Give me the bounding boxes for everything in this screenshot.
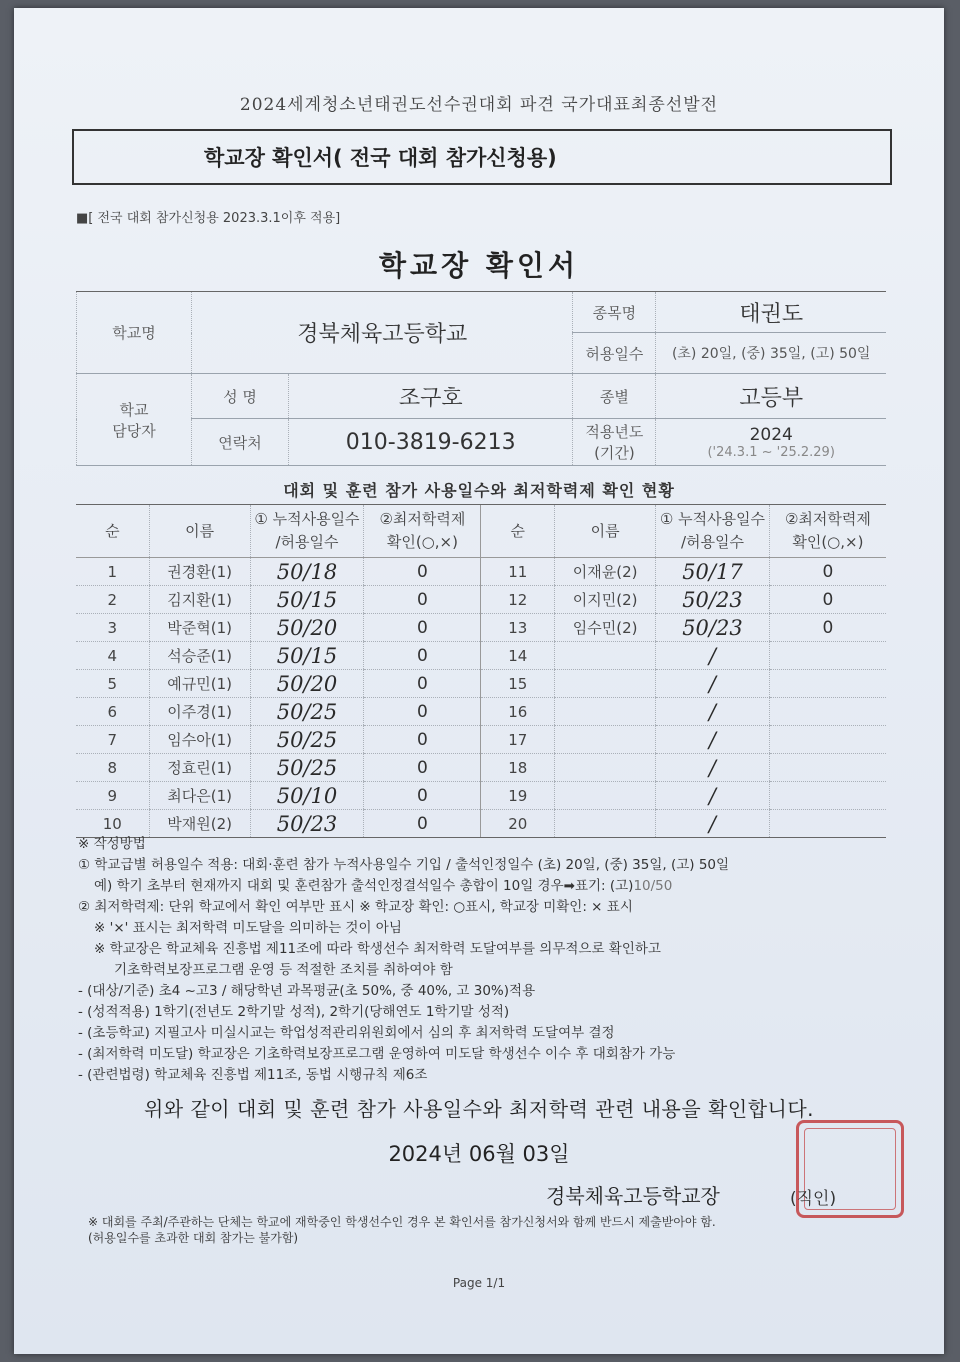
student-name: 김지환(1) <box>149 586 250 614</box>
issue-date: 2024년 06월 03일 <box>388 1142 570 1166</box>
method-detail-3: - (초등학교) 지필고사 미실시교는 학업성적관리위원회에서 심의 후 최저학력 도달여부 결정 <box>78 1025 615 1041</box>
min-academic-check: 0 <box>364 782 481 810</box>
row-number: 15 <box>481 670 555 698</box>
student-name: 이지민(2) <box>555 586 656 614</box>
row-number: 1 <box>76 558 149 586</box>
days-used: / <box>656 726 770 754</box>
method-title: ※ 작성방법 <box>78 836 146 852</box>
header-days-line1: ① 누적사용일수 <box>254 510 360 528</box>
days-used: 50/25 <box>250 726 364 754</box>
header-name: 이름 <box>149 505 250 558</box>
student-name: 박준혁(1) <box>149 614 250 642</box>
min-academic-check: 0 <box>769 586 886 614</box>
min-academic-check <box>769 642 886 670</box>
days-used: / <box>656 642 770 670</box>
min-academic-check: 0 <box>364 726 481 754</box>
school-label: 학교명 <box>77 292 192 374</box>
apply-note: ■[ 전국 대회 참가신청용 2023.3.1이후 적용] <box>76 211 341 226</box>
name-value: 조구호 <box>289 374 573 419</box>
table-row <box>76 586 886 614</box>
year-label-line2: (기간) <box>594 444 635 462</box>
min-academic-check <box>769 670 886 698</box>
student-name <box>555 782 656 810</box>
header-check-right-line2: 확인(○,×) <box>792 533 864 551</box>
staff-label-line2: 담당자 <box>112 421 156 440</box>
days-used: 50/23 <box>656 586 770 614</box>
header-seq: 순 <box>76 505 149 558</box>
info-table <box>76 291 886 466</box>
header-check-line1: ②최저학력제 <box>379 510 466 528</box>
header-check <box>364 505 481 558</box>
header-days-right-line2: /허용일수 <box>680 533 744 551</box>
days-used: / <box>656 810 770 838</box>
min-academic-check: 0 <box>364 642 481 670</box>
sport-value: 태권도 <box>656 292 886 333</box>
min-academic-check <box>769 782 886 810</box>
row-number: 2 <box>76 586 149 614</box>
row-number: 20 <box>481 810 555 838</box>
min-academic-check: 0 <box>364 614 481 642</box>
min-academic-check: 0 <box>364 754 481 782</box>
student-name: 예규민(1) <box>149 670 250 698</box>
row-number: 17 <box>481 726 555 754</box>
footnote-line-1: ※ 대회를 주최/주관하는 단체는 학교에 재학중인 학생선수인 경우 본 확인서를 참가신청서와 함께 반드시 제출받아야 함. <box>88 1215 716 1229</box>
header-seq-right: 순 <box>481 505 555 558</box>
row-number: 9 <box>76 782 149 810</box>
method-line-3: ※ '×' 표시는 최저학력 미도달을 의미하는 것이 아님 <box>94 920 402 936</box>
days-used: 50/15 <box>250 586 364 614</box>
method-line-4a: ※ 학교장은 학교체육 진흥법 제11조에 따라 학생선수 최저학력 도달여부를 의무적으로 확인하고 <box>94 941 661 957</box>
table-row <box>76 698 886 726</box>
principal-signature: 경북체육고등학교장 <box>546 1184 720 1208</box>
page-number: Page 1/1 <box>452 1276 506 1290</box>
row-number: 11 <box>481 558 555 586</box>
table-row <box>76 670 886 698</box>
header-check-line2: 확인(○,×) <box>386 533 458 551</box>
days-used: 50/20 <box>250 670 364 698</box>
min-academic-check <box>769 698 886 726</box>
table-row <box>76 558 886 586</box>
header-name-right: 이름 <box>555 505 656 558</box>
sport-label: 종목명 <box>573 292 656 333</box>
name-label: 성 명 <box>192 374 289 419</box>
student-name <box>555 698 656 726</box>
year-label <box>573 419 656 466</box>
row-number: 18 <box>481 754 555 782</box>
min-academic-check: 0 <box>364 586 481 614</box>
method-line-1b-text: 예) 학기 초부터 현재까지 대회 및 훈련참가 출석인정결석일수 총합이 10일 경우➡표기: (고) <box>94 878 634 894</box>
method-detail-1: - (대상/기준) 초4 ~고3 / 해당학년 과목평균(초 50%, 중 40%, 고 30%)적용 <box>78 983 536 999</box>
days-used: 50/23 <box>250 810 364 838</box>
method-line-4b: 기초학력보장프로그램 운영 등 적절한 조치를 취하여야 함 <box>114 962 453 978</box>
period-value: ('24.3.1 ~ '25.2.29) <box>707 444 835 460</box>
student-name <box>555 642 656 670</box>
row-number: 7 <box>76 726 149 754</box>
method-detail-2: - (성적적용) 1학기(전년도 2학기말 성적), 2학기(당해연도 1학기말 성적) <box>78 1004 510 1020</box>
writing-method <box>78 834 918 1086</box>
method-detail-4: - (최저학력 미도달) 학교장은 기초학력보장프로그램 운영하여 미도달 학생선수 이수 후 대회참가 가능 <box>78 1046 676 1062</box>
days-used: 50/18 <box>250 558 364 586</box>
footnote <box>88 1214 918 1246</box>
table-row <box>76 614 886 642</box>
row-number: 12 <box>481 586 555 614</box>
row-number: 10 <box>76 810 149 838</box>
min-academic-check <box>769 726 886 754</box>
contact-value: 010-3819-6213 <box>289 419 573 466</box>
row-number: 5 <box>76 670 149 698</box>
min-academic-check: 0 <box>769 558 886 586</box>
staff-label <box>77 374 192 466</box>
student-name: 최다은(1) <box>149 782 250 810</box>
min-academic-check: 0 <box>364 558 481 586</box>
row-number: 8 <box>76 754 149 782</box>
table-row <box>76 726 886 754</box>
main-title: 학교장 확인서 <box>378 249 580 282</box>
status-table-body <box>76 558 886 838</box>
min-academic-check: 0 <box>364 698 481 726</box>
student-name <box>555 670 656 698</box>
row-number: 6 <box>76 698 149 726</box>
event-title: 2024세계청소년태권도선수권대회 파견 국가대표최종선발전 <box>239 95 719 115</box>
division-value: 고등부 <box>656 374 886 419</box>
contact-label: 연락처 <box>192 419 289 466</box>
student-name: 임수민(2) <box>555 614 656 642</box>
school-name: 경북체육고등학교 <box>192 292 573 374</box>
days-used: / <box>656 754 770 782</box>
doc-title-box <box>72 129 892 185</box>
method-line-1b-value: 10/50 <box>633 878 673 894</box>
student-name <box>555 754 656 782</box>
days-used: 50/15 <box>250 642 364 670</box>
student-name: 권경환(1) <box>149 558 250 586</box>
row-number: 19 <box>481 782 555 810</box>
method-line-2: ② 최저학력제: 단위 학교에서 확인 여부만 표시 ※ 학교장 확인: ○표시, 학교장 미확인: × 표시 <box>78 899 633 915</box>
row-number: 13 <box>481 614 555 642</box>
student-name: 이재윤(2) <box>555 558 656 586</box>
student-name: 임수아(1) <box>149 726 250 754</box>
days-used: 50/17 <box>656 558 770 586</box>
status-table <box>76 504 886 838</box>
row-number: 4 <box>76 642 149 670</box>
division-label: 종별 <box>573 374 656 419</box>
days-used: 50/25 <box>250 698 364 726</box>
allowed-value: (초) 20일, (중) 35일, (고) 50일 <box>656 333 886 374</box>
student-name: 정효린(1) <box>149 754 250 782</box>
year-cell <box>656 419 886 466</box>
header-days-right <box>656 505 770 558</box>
table-title: 대회 및 훈련 참가 사용일수와 최저학력제 확인 현황 <box>283 481 675 500</box>
document-page <box>14 8 944 1354</box>
days-used: 50/25 <box>250 754 364 782</box>
doc-title: 학교장 확인서( 전국 대회 참가신청용) <box>204 146 557 170</box>
year-value: 2024 <box>749 424 793 445</box>
header-days-right-line1: ① 누적사용일수 <box>659 510 766 528</box>
staff-label-line1: 학교 <box>119 400 149 419</box>
days-used: 50/23 <box>656 614 770 642</box>
header-check-right <box>769 505 886 558</box>
student-name: 박재원(2) <box>149 810 250 838</box>
days-used: / <box>656 698 770 726</box>
min-academic-check: 0 <box>769 614 886 642</box>
footnote-line-2: (허용일수를 초과한 대회 참가는 불가함) <box>88 1231 299 1245</box>
min-academic-check: 0 <box>364 670 481 698</box>
header-check-right-line1: ②최저학력제 <box>784 510 871 528</box>
table-row <box>76 782 886 810</box>
confirmation-statement: 위와 같이 대회 및 훈련 참가 사용일수와 최저학력 관련 내용을 확인합니다. <box>143 1097 815 1121</box>
min-academic-check: 0 <box>364 810 481 838</box>
method-detail-5: - (관련법령) 학교체육 진흥법 제11조, 동법 시행규칙 제6조 <box>78 1067 428 1083</box>
method-line-1a: ① 학교급별 허용일수 적용: 대회·훈련 참가 누적사용일수 기입 / 출석인정일수 (초) 20일, (중) 35일, (고) 50일 <box>78 857 730 873</box>
year-label-line1: 적용년도 <box>585 423 644 441</box>
student-name: 이주경(1) <box>149 698 250 726</box>
days-used: / <box>656 670 770 698</box>
days-used: 50/10 <box>250 782 364 810</box>
row-number: 3 <box>76 614 149 642</box>
method-line-1b <box>94 876 918 897</box>
table-row <box>76 642 886 670</box>
student-name: 석승준(1) <box>149 642 250 670</box>
allowed-label: 허용일수 <box>573 333 656 374</box>
row-number: 16 <box>481 698 555 726</box>
header-days-line2: /허용일수 <box>275 533 339 551</box>
student-name <box>555 726 656 754</box>
seal-label: (직인) <box>790 1189 837 1209</box>
min-academic-check <box>769 754 886 782</box>
row-number: 14 <box>481 642 555 670</box>
days-used: 50/20 <box>250 614 364 642</box>
days-used: / <box>656 782 770 810</box>
header-days <box>250 505 364 558</box>
table-row <box>76 754 886 782</box>
